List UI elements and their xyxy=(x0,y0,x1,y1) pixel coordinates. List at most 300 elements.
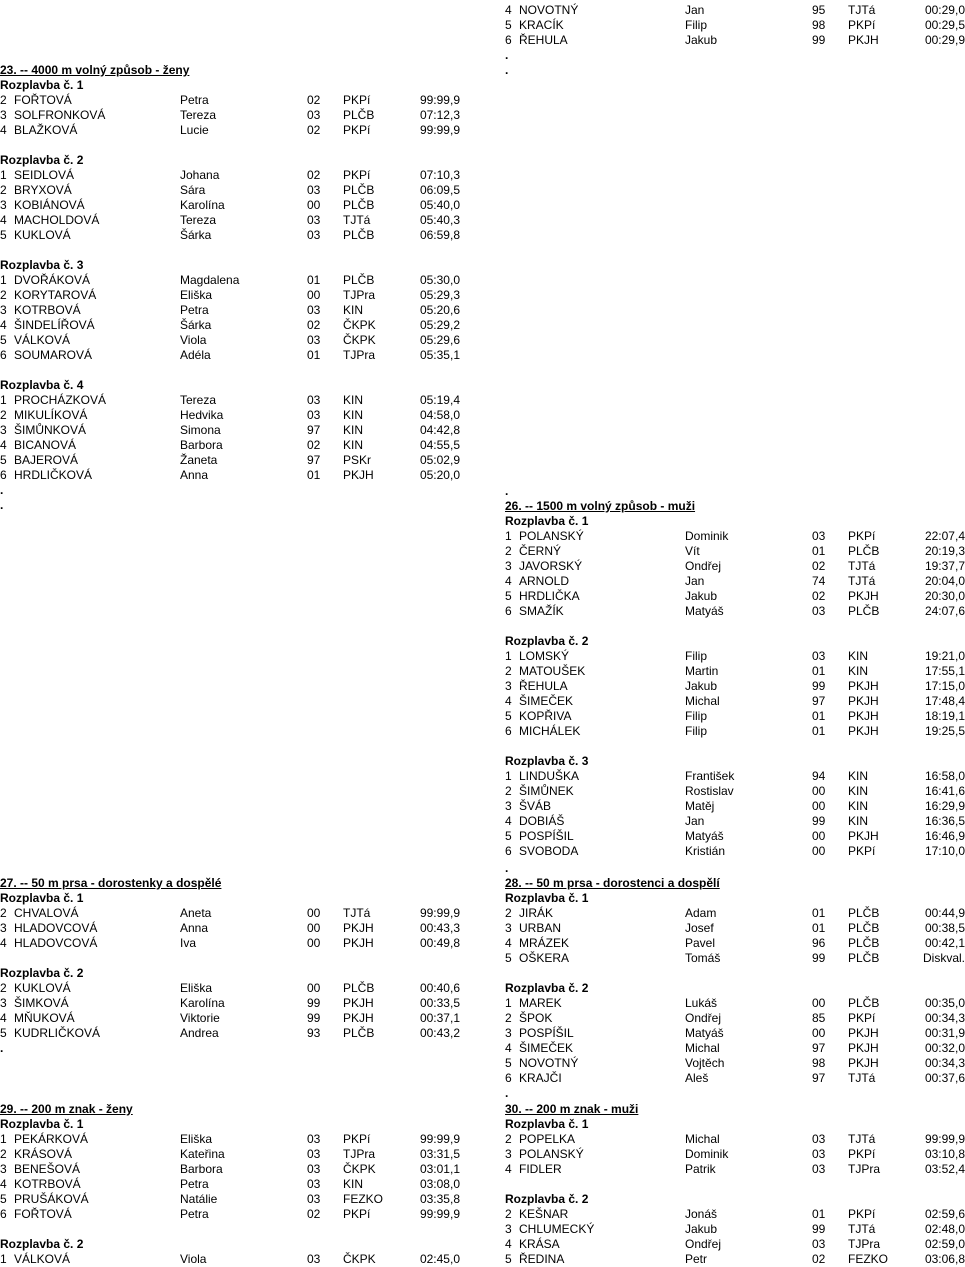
result-birth-year: 03 xyxy=(307,393,321,407)
result-row xyxy=(505,1252,965,1267)
heat-title: Rozplavba č. 2 xyxy=(0,966,84,980)
result-row xyxy=(505,769,965,784)
result-place: 5 xyxy=(505,18,512,32)
result-row xyxy=(505,784,965,799)
result-surname: KOTRBOVÁ xyxy=(14,303,81,317)
separator-dot: . xyxy=(505,484,509,498)
result-club: PKJH xyxy=(848,679,879,693)
result-place: 4 xyxy=(505,1041,512,1055)
result-first-name: Aleš xyxy=(685,1071,709,1085)
result-place: 2 xyxy=(505,1207,512,1221)
result-place: 5 xyxy=(0,1026,7,1040)
result-time: 05:19,4 xyxy=(419,393,460,407)
result-place: 3 xyxy=(505,1147,512,1161)
spacer-line xyxy=(0,951,460,966)
result-first-name: Vojtěch xyxy=(685,1056,725,1070)
heat-title: Rozplavba č. 2 xyxy=(0,1237,84,1251)
result-surname: ŠIMŮNEK xyxy=(519,784,574,798)
result-birth-year: 99 xyxy=(812,1222,826,1236)
result-surname: ŘEDINA xyxy=(519,1252,565,1266)
result-birth-year: 03 xyxy=(307,1132,321,1146)
result-row xyxy=(0,1132,460,1147)
result-club: PKJH xyxy=(848,1041,879,1055)
result-first-name: Tereza xyxy=(180,213,217,227)
result-place: 3 xyxy=(0,303,7,317)
result-club: TJPra xyxy=(848,1162,881,1176)
result-club: KIN xyxy=(848,814,869,828)
result-surname: ŠVÁB xyxy=(519,799,552,813)
result-place: 4 xyxy=(505,936,512,950)
result-club: KIN xyxy=(343,1177,364,1191)
result-birth-year: 01 xyxy=(812,1207,826,1221)
result-birth-year: 02 xyxy=(307,438,321,452)
result-place: 3 xyxy=(505,1026,512,1040)
result-birth-year: 03 xyxy=(307,333,321,347)
result-club: ČKPK xyxy=(343,1252,376,1266)
result-birth-year: 02 xyxy=(812,1252,826,1266)
result-club: PLČB xyxy=(343,981,375,995)
result-first-name: Viola xyxy=(180,333,207,347)
result-club: ČKPK xyxy=(343,318,376,332)
event-title: 26. -- 1500 m volný způsob - muži xyxy=(505,499,696,513)
result-club: PKJH xyxy=(848,1056,879,1070)
result-place: 2 xyxy=(0,183,7,197)
result-row xyxy=(505,1056,965,1071)
result-surname: SEIDLOVÁ xyxy=(14,168,75,182)
event-title: 29. -- 200 m znak - ženy xyxy=(0,1102,133,1116)
result-first-name: Matyáš xyxy=(685,829,724,843)
result-time: 00:43,3 xyxy=(419,921,460,935)
result-club: TJTá xyxy=(343,213,371,227)
result-surname: KRAJČI xyxy=(519,1071,562,1085)
result-time: 17:55,1 xyxy=(924,664,965,678)
result-first-name: Dominik xyxy=(685,529,729,543)
result-birth-year: 74 xyxy=(812,574,826,588)
result-time: 04:58,0 xyxy=(419,408,460,422)
result-birth-year: 02 xyxy=(307,1207,321,1221)
result-birth-year: 01 xyxy=(307,468,321,482)
result-place: 2 xyxy=(0,408,7,422)
result-birth-year: 02 xyxy=(307,123,321,137)
result-surname: JIRÁK xyxy=(519,906,554,920)
result-place: 2 xyxy=(0,906,7,920)
result-time: 99:99,9 xyxy=(419,93,460,107)
result-birth-year: 03 xyxy=(812,1237,826,1251)
result-club: PKJH xyxy=(343,996,374,1010)
result-birth-year: 00 xyxy=(812,799,826,813)
result-place: 3 xyxy=(0,423,7,437)
result-place: 1 xyxy=(505,996,512,1010)
result-place: 2 xyxy=(505,664,512,678)
result-surname: SOLFRONKOVÁ xyxy=(14,108,106,122)
result-first-name: Barbora xyxy=(180,1162,223,1176)
result-birth-year: 03 xyxy=(307,183,321,197)
result-club: PKPí xyxy=(848,1147,876,1161)
result-surname: LINDUŠKA xyxy=(519,769,580,783)
result-surname: KRÁSOVÁ xyxy=(14,1147,73,1161)
result-row xyxy=(0,936,460,951)
result-first-name: Petra xyxy=(180,1177,209,1191)
result-club: PKJH xyxy=(848,1026,879,1040)
result-place: 4 xyxy=(0,438,7,452)
result-surname: CHLUMECKÝ xyxy=(519,1222,595,1236)
result-time: 16:46,9 xyxy=(924,829,965,843)
heat-title: Rozplavba č. 1 xyxy=(505,514,589,528)
result-first-name: Kateřina xyxy=(180,1147,225,1161)
result-surname: BLAŽKOVÁ xyxy=(14,123,78,137)
heat-title: Rozplavba č. 1 xyxy=(0,1117,84,1131)
result-first-name: Jakub xyxy=(685,1222,718,1236)
result-time: 02:59,0 xyxy=(924,1237,965,1251)
heat-title: Rozplavba č. 1 xyxy=(505,891,589,905)
result-time: 17:10,0 xyxy=(924,844,965,858)
result-first-name: Jan xyxy=(685,814,705,828)
result-row xyxy=(505,1237,965,1252)
result-birth-year: 03 xyxy=(812,1147,826,1161)
result-place: 2 xyxy=(505,544,512,558)
result-birth-year: 01 xyxy=(307,273,321,287)
result-time: 99:99,9 xyxy=(924,1132,965,1146)
result-row xyxy=(505,951,965,966)
result-club: PKJH xyxy=(343,468,374,482)
result-first-name: Petr xyxy=(685,1252,708,1266)
result-birth-year: 01 xyxy=(812,921,826,935)
result-row xyxy=(505,559,965,574)
result-birth-year: 99 xyxy=(812,33,826,47)
result-place: 6 xyxy=(505,604,512,618)
result-row xyxy=(505,694,965,709)
result-surname: NOVOTNÝ xyxy=(519,1056,579,1070)
result-place: 5 xyxy=(505,951,512,965)
result-birth-year: 00 xyxy=(307,936,321,950)
result-place: 1 xyxy=(505,769,512,783)
result-place: 4 xyxy=(505,1237,512,1251)
result-birth-year: 00 xyxy=(812,784,826,798)
heat-title: Rozplavba č. 2 xyxy=(505,634,589,648)
spacer-line xyxy=(505,619,965,634)
result-time: 16:29,9 xyxy=(924,799,965,813)
result-club: PLČB xyxy=(343,108,375,122)
result-surname: KOTRBOVÁ xyxy=(14,1177,81,1191)
result-row xyxy=(505,1222,965,1237)
result-surname: KUKLOVÁ xyxy=(14,228,71,242)
result-surname: BICANOVÁ xyxy=(14,438,77,452)
result-time: 16:41,6 xyxy=(924,784,965,798)
result-time: 00:29,9 xyxy=(924,33,965,47)
result-row xyxy=(0,348,460,363)
result-place: 6 xyxy=(505,33,512,47)
result-surname: HRDLIČKA xyxy=(519,589,580,603)
result-place: 4 xyxy=(0,1177,7,1191)
heat-title: Rozplavba č. 1 xyxy=(505,1117,589,1131)
separator-dot: . xyxy=(505,48,509,62)
result-place: 5 xyxy=(0,333,7,347)
result-club: PLČB xyxy=(848,951,880,965)
result-birth-year: 00 xyxy=(812,844,826,858)
result-time: 04:55,5 xyxy=(419,438,460,452)
result-birth-year: 03 xyxy=(307,408,321,422)
result-time: 07:12,3 xyxy=(419,108,460,122)
heat-title: Rozplavba č. 2 xyxy=(0,153,84,167)
result-surname: VÁLKOVÁ xyxy=(14,333,71,347)
result-row xyxy=(0,423,460,438)
result-surname: JAVORSKÝ xyxy=(519,559,583,573)
result-surname: BRYXOVÁ xyxy=(14,183,72,197)
result-row xyxy=(0,1011,460,1026)
result-time: 03:06,8 xyxy=(924,1252,965,1266)
result-surname: FOŘTOVÁ xyxy=(14,1207,72,1221)
result-surname: HLADOVCOVÁ xyxy=(14,921,98,935)
result-time: 99:99,9 xyxy=(419,906,460,920)
result-club: TJTá xyxy=(848,1132,876,1146)
result-time: 03:52,4 xyxy=(924,1162,965,1176)
result-club: KIN xyxy=(848,664,869,678)
result-club: KIN xyxy=(343,393,364,407)
result-first-name: Adam xyxy=(685,906,717,920)
result-surname: KEŠNAR xyxy=(519,1207,569,1221)
result-place: 3 xyxy=(505,921,512,935)
result-birth-year: 01 xyxy=(812,664,826,678)
result-first-name: Iva xyxy=(180,936,197,950)
result-club: PKPí xyxy=(848,1207,876,1221)
separator-dot: . xyxy=(0,1041,4,1055)
result-place: 4 xyxy=(505,814,512,828)
result-birth-year: 00 xyxy=(812,1026,826,1040)
result-first-name: Hedvika xyxy=(180,408,224,422)
result-birth-year: 03 xyxy=(307,1147,321,1161)
result-birth-year: 03 xyxy=(307,1252,321,1266)
result-row xyxy=(0,408,460,423)
result-time: 00:32,0 xyxy=(924,1041,965,1055)
result-time: 99:99,9 xyxy=(419,1207,460,1221)
result-first-name: Patrik xyxy=(685,1162,716,1176)
result-birth-year: 97 xyxy=(812,1041,826,1055)
result-place: 1 xyxy=(505,529,512,543)
result-time: 07:10,3 xyxy=(419,168,460,182)
result-time: 99:99,9 xyxy=(419,1132,460,1146)
result-row xyxy=(0,93,460,108)
heat-title: Rozplavba č. 1 xyxy=(0,891,84,905)
result-club: PKJH xyxy=(848,724,879,738)
result-row xyxy=(505,1147,965,1162)
result-first-name: Johana xyxy=(180,168,220,182)
result-first-name: Aneta xyxy=(180,906,212,920)
result-club: TJPra xyxy=(343,1147,376,1161)
separator-dot: . xyxy=(505,63,509,77)
result-birth-year: 01 xyxy=(812,709,826,723)
result-surname: ŠIMŮNKOVÁ xyxy=(14,423,87,437)
event-title: 30. -- 200 m znak - muži xyxy=(505,1102,639,1116)
result-time: 06:59,8 xyxy=(419,228,460,242)
result-club: TJTá xyxy=(848,1222,876,1236)
event-block xyxy=(0,63,460,513)
result-birth-year: 99 xyxy=(812,679,826,693)
result-surname: PRUŠÁKOVÁ xyxy=(14,1192,89,1206)
result-row xyxy=(0,168,460,183)
result-birth-year: 01 xyxy=(812,544,826,558)
result-surname: POLANSKÝ xyxy=(519,1147,584,1161)
result-time: 00:34,3 xyxy=(924,1056,965,1070)
result-place: 3 xyxy=(505,799,512,813)
result-place: 2 xyxy=(0,288,7,302)
result-row xyxy=(505,679,965,694)
result-row xyxy=(505,604,965,619)
result-time: 03:08,0 xyxy=(419,1177,460,1191)
result-birth-year: 03 xyxy=(307,228,321,242)
result-place: 5 xyxy=(505,1056,512,1070)
result-row xyxy=(0,921,460,936)
result-first-name: Tereza xyxy=(180,393,217,407)
event-block xyxy=(0,876,460,1056)
result-surname: KORYTAROVÁ xyxy=(14,288,97,302)
result-place: 2 xyxy=(0,981,7,995)
result-birth-year: 02 xyxy=(812,589,826,603)
result-row xyxy=(505,589,965,604)
result-club: PKPí xyxy=(343,1132,371,1146)
result-surname: OŠKERA xyxy=(519,951,570,965)
result-row xyxy=(0,123,460,138)
result-row xyxy=(505,996,965,1011)
result-birth-year: 98 xyxy=(812,1056,826,1070)
result-place: 3 xyxy=(0,996,7,1010)
spacer-line xyxy=(0,363,460,378)
event-block xyxy=(505,1102,965,1267)
separator-dot: . xyxy=(505,1086,509,1100)
result-row xyxy=(505,649,965,664)
result-club: KIN xyxy=(848,784,869,798)
separator-dot: . xyxy=(0,498,4,512)
spacer-line xyxy=(505,1177,965,1192)
result-first-name: Michal xyxy=(685,694,720,708)
result-first-name: Michal xyxy=(685,1132,720,1146)
result-row xyxy=(0,906,460,921)
result-time: 02:59,6 xyxy=(924,1207,965,1221)
result-place: 4 xyxy=(505,574,512,588)
result-row xyxy=(505,33,965,48)
result-time: 05:40,0 xyxy=(419,198,460,212)
result-time: 19:37,7 xyxy=(924,559,965,573)
result-place: 2 xyxy=(505,784,512,798)
result-time: 00:49,8 xyxy=(419,936,460,950)
result-place: 3 xyxy=(0,198,7,212)
result-first-name: Pavel xyxy=(685,936,716,950)
result-first-name: Anna xyxy=(180,921,209,935)
result-place: 2 xyxy=(505,1011,512,1025)
result-club: PKJH xyxy=(848,33,879,47)
result-time: 00:35,0 xyxy=(924,996,965,1010)
result-surname: KUKLOVÁ xyxy=(14,981,71,995)
result-time: 05:29,6 xyxy=(419,333,460,347)
result-surname: ŠIMKOVÁ xyxy=(14,996,69,1010)
result-club: FEZKO xyxy=(848,1252,889,1266)
result-time: 03:01,1 xyxy=(419,1162,460,1176)
result-place: 2 xyxy=(0,93,7,107)
result-first-name: Viola xyxy=(180,1252,207,1266)
result-birth-year: 01 xyxy=(812,906,826,920)
result-birth-year: 99 xyxy=(307,996,321,1010)
heat-title: Rozplavba č. 3 xyxy=(0,258,84,272)
result-surname: MACHOLDOVÁ xyxy=(14,213,100,227)
result-row xyxy=(505,1026,965,1041)
result-surname: DVOŘÁKOVÁ xyxy=(14,273,91,287)
event-block xyxy=(505,3,965,78)
result-first-name: Jan xyxy=(685,3,705,17)
result-club: PKPí xyxy=(343,168,371,182)
heat-title: Rozplavba č. 1 xyxy=(0,78,84,92)
result-row xyxy=(505,574,965,589)
result-birth-year: 98 xyxy=(812,18,826,32)
result-surname: CHVALOVÁ xyxy=(14,906,79,920)
result-place: 5 xyxy=(505,829,512,843)
result-time: 22:07,4 xyxy=(924,529,965,543)
result-first-name: Josef xyxy=(685,921,714,935)
spacer-line xyxy=(505,966,965,981)
result-surname: MIKULÍKOVÁ xyxy=(14,408,88,422)
result-first-name: Martin xyxy=(685,664,719,678)
result-club: PKJH xyxy=(343,936,374,950)
result-club: PLČB xyxy=(343,183,375,197)
result-club: TJPra xyxy=(848,1237,881,1251)
result-row xyxy=(505,844,965,859)
result-surname: KOPŘIVA xyxy=(519,709,572,723)
result-place: 3 xyxy=(0,108,7,122)
result-place: 4 xyxy=(0,123,7,137)
result-row xyxy=(0,273,460,288)
heat-title: Rozplavba č. 3 xyxy=(505,754,589,768)
result-surname: PEKÁRKOVÁ xyxy=(14,1132,89,1146)
result-row xyxy=(0,1147,460,1162)
result-time: 05:29,2 xyxy=(419,318,460,332)
result-time: 16:58,0 xyxy=(924,769,965,783)
result-place: 2 xyxy=(505,906,512,920)
result-club: PKJH xyxy=(343,921,374,935)
result-first-name: Jakub xyxy=(685,33,718,47)
result-time: 24:07,6 xyxy=(924,604,965,618)
result-place: 6 xyxy=(0,348,7,362)
result-club: TJPra xyxy=(343,288,376,302)
result-time: 16:36,5 xyxy=(924,814,965,828)
result-row xyxy=(505,814,965,829)
result-row xyxy=(505,1207,965,1222)
heat-title: Rozplavba č. 2 xyxy=(505,1192,589,1206)
result-row xyxy=(0,996,460,1011)
result-first-name: Šárka xyxy=(180,228,212,242)
result-row xyxy=(0,1192,460,1207)
result-row xyxy=(505,724,965,739)
result-surname: ŠINDELÍŘOVÁ xyxy=(14,318,95,332)
result-place: 5 xyxy=(0,1192,7,1206)
result-surname: HLADOVCOVÁ xyxy=(14,936,98,950)
result-surname: VÁLKOVÁ xyxy=(14,1252,71,1266)
result-club: ČKPK xyxy=(343,1162,376,1176)
result-club: ČKPK xyxy=(343,333,376,347)
result-first-name: Karolína xyxy=(180,198,225,212)
result-surname: KRACÍK xyxy=(519,18,564,32)
result-club: PKJH xyxy=(848,589,879,603)
result-row xyxy=(505,829,965,844)
result-club: PLČB xyxy=(343,198,375,212)
result-time: 05:35,1 xyxy=(419,348,460,362)
result-place: 6 xyxy=(0,1207,7,1221)
result-row xyxy=(505,3,965,18)
result-row xyxy=(505,1011,965,1026)
result-row xyxy=(0,1162,460,1177)
result-row xyxy=(505,799,965,814)
result-club: PKPí xyxy=(848,529,876,543)
result-surname: LOMSKÝ xyxy=(519,649,570,663)
result-place: 1 xyxy=(0,1252,7,1266)
result-birth-year: 01 xyxy=(812,724,826,738)
